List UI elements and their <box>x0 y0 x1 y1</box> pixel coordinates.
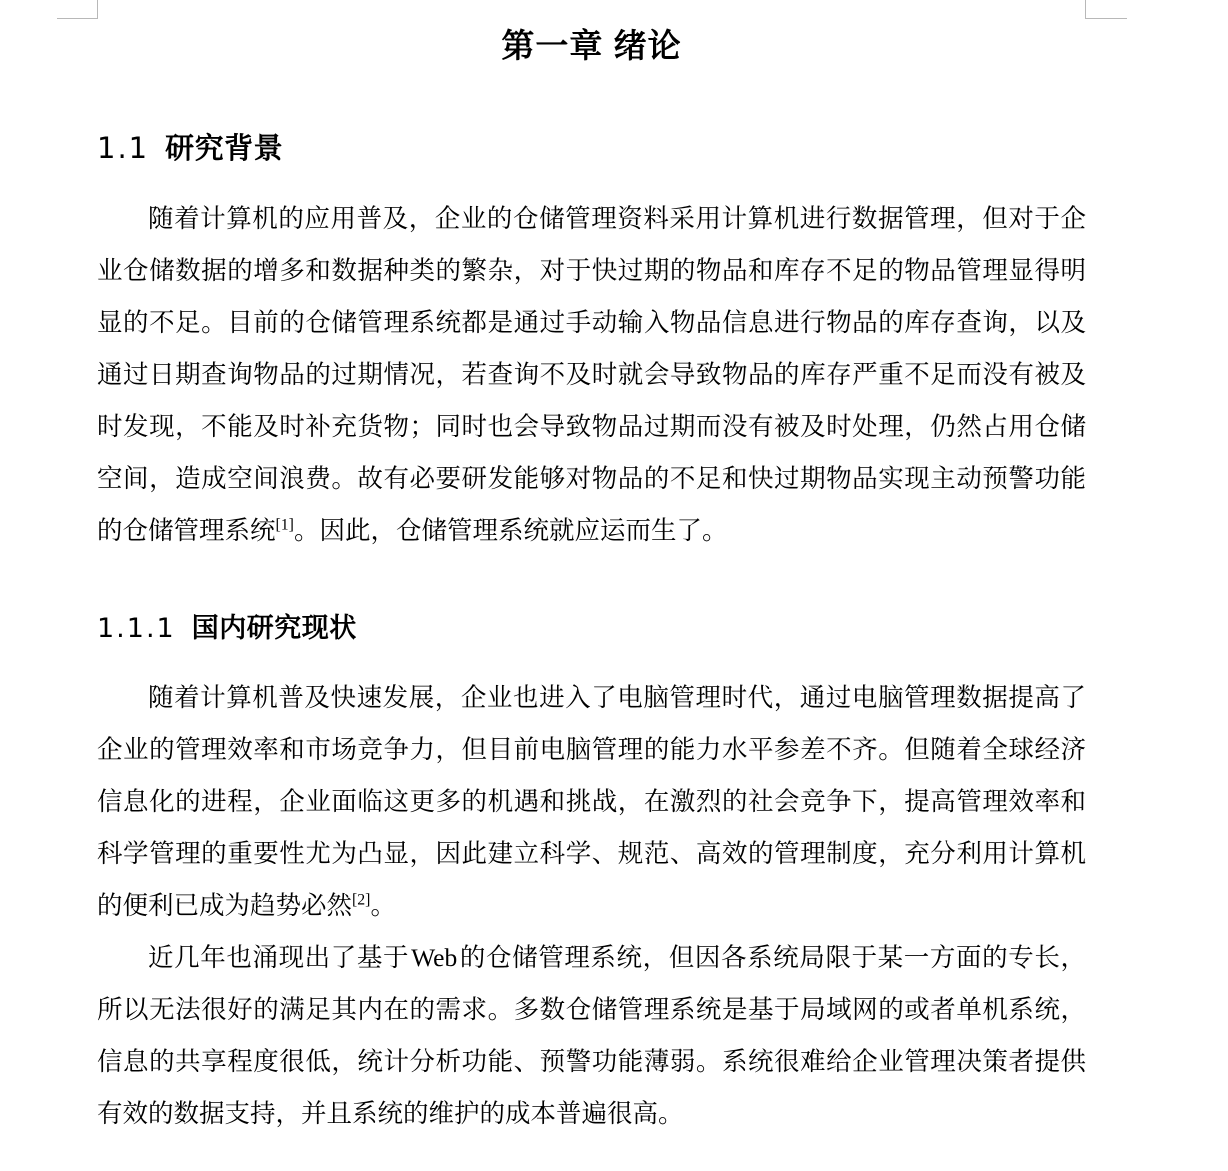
latin-term-web: Web <box>411 943 458 972</box>
paragraph-domestic-research-2 <box>97 932 1086 1140</box>
paragraph-text-continued: 。因此，仓储管理系统就应运而生了。 <box>293 516 728 545</box>
paragraph-text-continued: 。 <box>370 891 396 920</box>
citation-reference-1: [1] <box>275 516 294 534</box>
paragraph-text-continued: 的仓储管理系统，但因各系统局限于某一方面的专长，所以无法很好的满足其内在的需求。多数仓储管理系统是基于局域网的或者单机系统，信息的共享程度很低，统计分析功能、预警功能薄弱。系统很难给企业管理决策者提供有效的数据支持，并且系统的维护的成本普遍很高。 <box>97 943 1086 1128</box>
chapter-title: 第一章 绪论 <box>501 27 682 64</box>
paragraph-research-background <box>97 169 1086 557</box>
citation-reference-2: [2] <box>352 891 371 909</box>
document-body <box>97 0 1086 1140</box>
paragraph-text: 随着计算机普及快速发展，企业也进入了电脑管理时代，通过电脑管理数据提高了企业的管理效率和市场竞争力，但目前电脑管理的能力水平参差不齐。但随着全球经济信息化的进程，企业面临这更多的机遇和挑战，在激烈的社会竞争下，提高管理效率和科学管理的重要性尤为凸显，因此建立科学、规范、高效的管理制度，充分利用计算机的便利已成为趋势必然 <box>97 683 1086 920</box>
section-title: 研究背景 <box>165 133 284 165</box>
paragraph-domestic-research-1 <box>97 648 1086 932</box>
subsection-number: 1.1.1 <box>97 613 176 644</box>
subsection-title: 国内研究现状 <box>191 613 357 643</box>
paragraph-text: 随着计算机的应用普及，企业的仓储管理资料采用计算机进行数据管理，但对于企业仓储数据的增多和数据种类的繁杂，对于快过期的物品和库存不足的物品管理显得明显的不足。目前的仓储管理系统都是通过手动输入物品信息进行物品的库存查询，以及通过日期查询物品的过期情况，若查询不及时就会导致物品的库存严重不足而没有被及时发现，不能及时补充货物；同时也会导致物品过期而没有被及时处理，仍然占用仓储空间，造成空间浪费。故有必要研发能够对物品的不足和快过期物品实现主动预警功能的仓储管理系统 <box>97 204 1086 545</box>
section-number: 1.1 <box>97 131 150 165</box>
margin-mark-top-left-horizontal <box>57 18 98 19</box>
section-heading-1-1-1 <box>97 557 1086 648</box>
margin-mark-top-right-horizontal <box>1086 18 1127 19</box>
paragraph-text: 近几年也涌现出了基于 <box>148 943 410 972</box>
section-heading-1-1 <box>97 70 1086 169</box>
